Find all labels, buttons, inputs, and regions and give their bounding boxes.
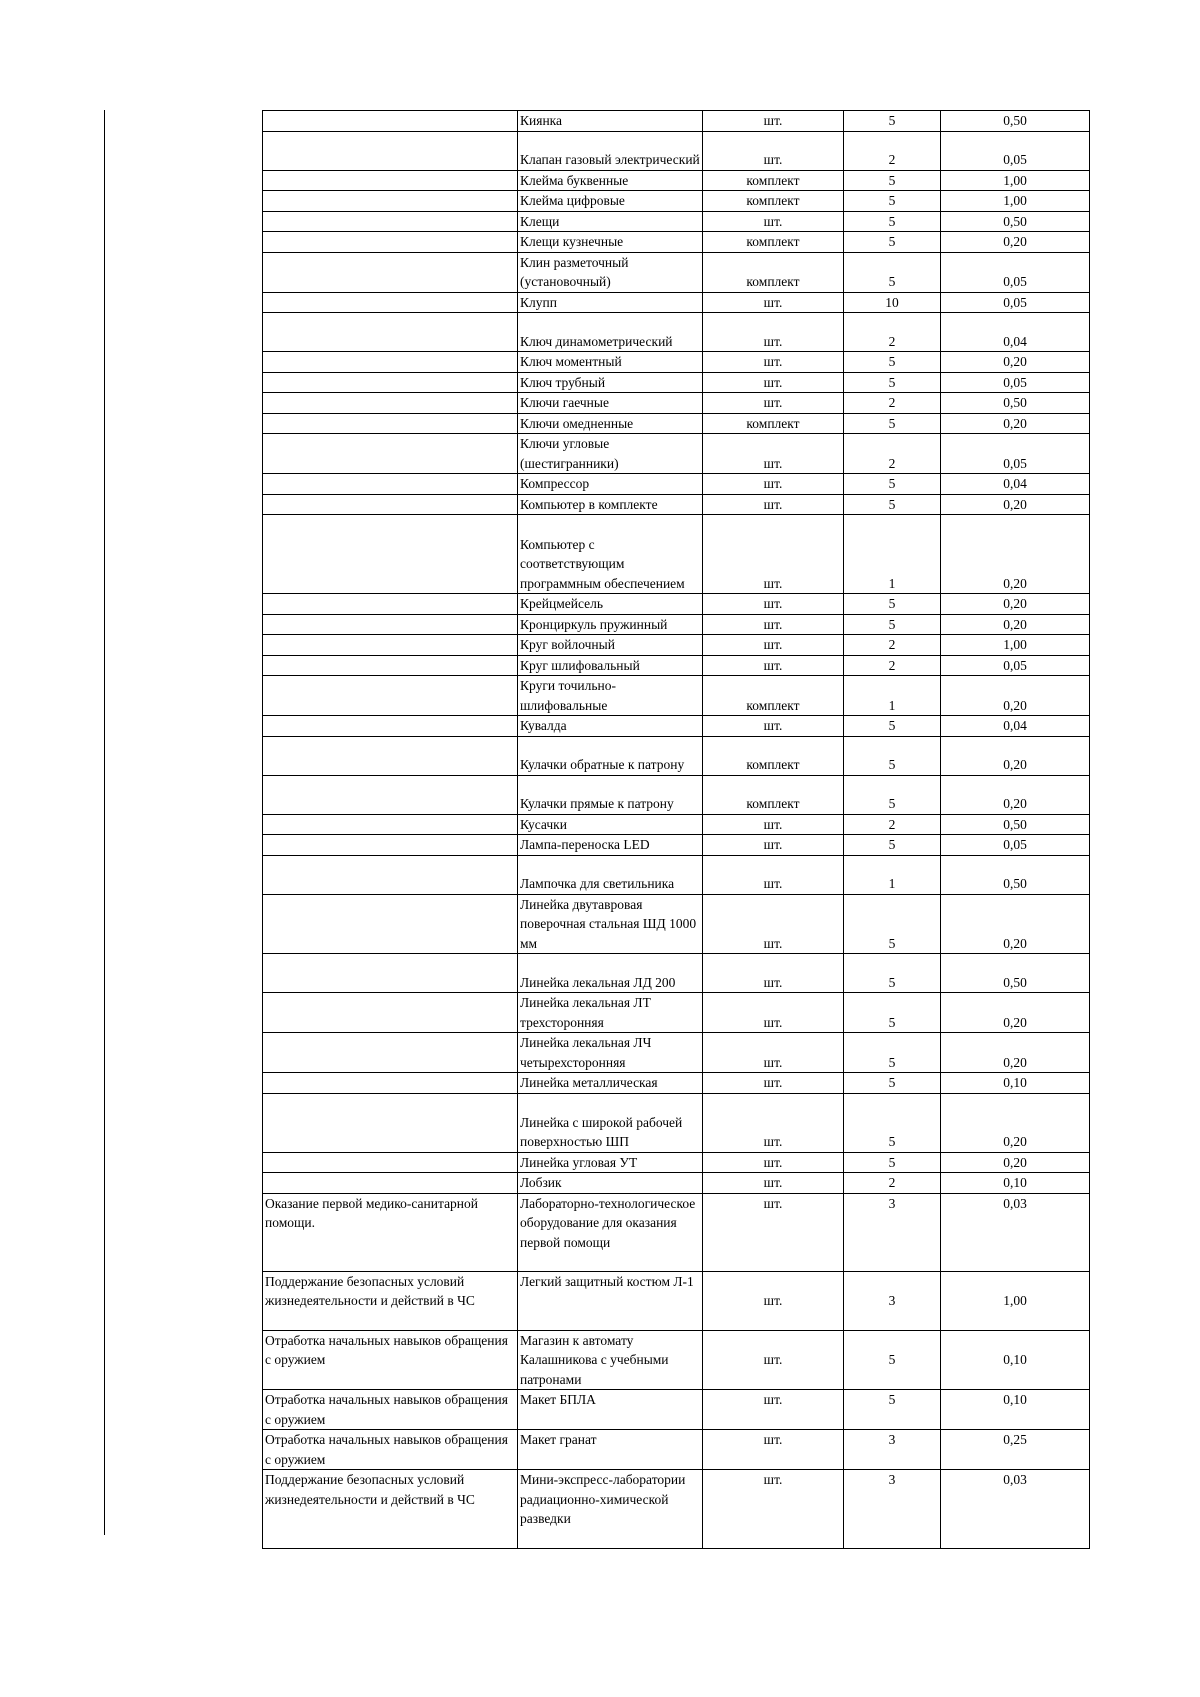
item-name-cell: Лабораторно-технологическое оборудование для оказания первой помощи bbox=[518, 1193, 703, 1271]
table-row bbox=[263, 1430, 1090, 1470]
item-name-cell: Линейка лекальная ЛТ трехсторонняя bbox=[518, 993, 703, 1033]
quantity-cell: 5 bbox=[844, 170, 941, 191]
table-row bbox=[263, 232, 1090, 253]
quantity-cell: 1 bbox=[844, 855, 941, 894]
quantity-cell: 5 bbox=[844, 372, 941, 393]
item-name-cell: Линейка металлическая bbox=[518, 1073, 703, 1094]
table-row bbox=[263, 855, 1090, 894]
activity-cell bbox=[263, 474, 518, 495]
activity-cell bbox=[263, 434, 518, 474]
activity-cell bbox=[263, 635, 518, 656]
coefficient-cell: 0,25 bbox=[941, 1430, 1090, 1470]
activity-cell bbox=[263, 313, 518, 352]
table-row bbox=[263, 434, 1090, 474]
activity-cell bbox=[263, 211, 518, 232]
quantity-cell: 3 bbox=[844, 1193, 941, 1271]
coefficient-cell: 0,20 bbox=[941, 614, 1090, 635]
activity-cell bbox=[263, 855, 518, 894]
unit-cell: шт. bbox=[703, 1430, 844, 1470]
coefficient-cell: 0,10 bbox=[941, 1073, 1090, 1094]
table-row bbox=[263, 1093, 1090, 1152]
quantity-cell: 5 bbox=[844, 252, 941, 292]
coefficient-cell: 0,20 bbox=[941, 232, 1090, 253]
quantity-cell: 2 bbox=[844, 393, 941, 414]
unit-cell: комплект bbox=[703, 676, 844, 716]
coefficient-cell: 0,20 bbox=[941, 594, 1090, 615]
quantity-cell: 2 bbox=[844, 655, 941, 676]
unit-cell: шт. bbox=[703, 372, 844, 393]
table-row bbox=[263, 1193, 1090, 1271]
item-name-cell: Клещи bbox=[518, 211, 703, 232]
unit-cell: комплект bbox=[703, 170, 844, 191]
unit-cell: шт. bbox=[703, 211, 844, 232]
equipment-table-body bbox=[263, 111, 1090, 1549]
activity-cell bbox=[263, 1173, 518, 1194]
table-row bbox=[263, 352, 1090, 373]
quantity-cell: 5 bbox=[844, 614, 941, 635]
activity-cell: Поддержание безопасных условий жизнедеятельности и действий в ЧС bbox=[263, 1271, 518, 1330]
coefficient-cell: 0,04 bbox=[941, 716, 1090, 737]
table-row bbox=[263, 393, 1090, 414]
item-name-cell: Линейка с широкой рабочей поверхностью ШП bbox=[518, 1093, 703, 1152]
unit-cell: шт. bbox=[703, 1033, 844, 1073]
activity-cell bbox=[263, 1093, 518, 1152]
quantity-cell: 2 bbox=[844, 1173, 941, 1194]
unit-cell: комплект bbox=[703, 775, 844, 814]
quantity-cell: 5 bbox=[844, 594, 941, 615]
item-name-cell: Клейма цифровые bbox=[518, 191, 703, 212]
table-row bbox=[263, 993, 1090, 1033]
quantity-cell: 2 bbox=[844, 814, 941, 835]
table-row bbox=[263, 1330, 1090, 1390]
unit-cell: комплект bbox=[703, 252, 844, 292]
coefficient-cell: 0,05 bbox=[941, 835, 1090, 856]
table-row bbox=[263, 494, 1090, 515]
quantity-cell: 5 bbox=[844, 1093, 941, 1152]
activity-cell bbox=[263, 894, 518, 954]
unit-cell: шт. bbox=[703, 474, 844, 495]
quantity-cell: 5 bbox=[844, 191, 941, 212]
quantity-cell: 1 bbox=[844, 515, 941, 594]
item-name-cell: Кусачки bbox=[518, 814, 703, 835]
activity-cell bbox=[263, 655, 518, 676]
quantity-cell: 5 bbox=[844, 494, 941, 515]
unit-cell: шт. bbox=[703, 1173, 844, 1194]
unit-cell: шт. bbox=[703, 594, 844, 615]
table-row bbox=[263, 313, 1090, 352]
equipment-table bbox=[262, 110, 1090, 1549]
table-row bbox=[263, 211, 1090, 232]
table-row bbox=[263, 292, 1090, 313]
item-name-cell: Крейцмейсель bbox=[518, 594, 703, 615]
item-name-cell: Магазин к автомату Калашникова с учебными патронами bbox=[518, 1330, 703, 1390]
item-name-cell: Клин разметочный (установочный) bbox=[518, 252, 703, 292]
item-name-cell: Ключ трубный bbox=[518, 372, 703, 393]
left-margin-line bbox=[104, 110, 105, 1535]
coefficient-cell: 0,05 bbox=[941, 131, 1090, 170]
quantity-cell: 1 bbox=[844, 676, 941, 716]
activity-cell bbox=[263, 372, 518, 393]
activity-cell bbox=[263, 676, 518, 716]
unit-cell: шт. bbox=[703, 894, 844, 954]
activity-cell: Отработка начальных навыков обращения с оружием bbox=[263, 1430, 518, 1470]
activity-cell bbox=[263, 232, 518, 253]
unit-cell: комплект bbox=[703, 191, 844, 212]
quantity-cell: 5 bbox=[844, 716, 941, 737]
coefficient-cell: 0,20 bbox=[941, 993, 1090, 1033]
activity-cell: Оказание первой медико-санитарной помощи. bbox=[263, 1193, 518, 1271]
item-name-cell: Кувалда bbox=[518, 716, 703, 737]
coefficient-cell: 0,05 bbox=[941, 292, 1090, 313]
activity-cell bbox=[263, 835, 518, 856]
item-name-cell: Круг войлочный bbox=[518, 635, 703, 656]
item-name-cell: Ключ моментный bbox=[518, 352, 703, 373]
unit-cell: шт. bbox=[703, 614, 844, 635]
activity-cell bbox=[263, 494, 518, 515]
activity-cell bbox=[263, 614, 518, 635]
item-name-cell: Компьютер в комплекте bbox=[518, 494, 703, 515]
activity-cell bbox=[263, 716, 518, 737]
item-name-cell: Мини-экспресс-лаборатории радиационно-химической разведки bbox=[518, 1470, 703, 1549]
unit-cell: шт. bbox=[703, 993, 844, 1033]
quantity-cell: 5 bbox=[844, 1152, 941, 1173]
table-row bbox=[263, 1390, 1090, 1430]
table-row bbox=[263, 1271, 1090, 1330]
coefficient-cell: 0,05 bbox=[941, 434, 1090, 474]
item-name-cell: Линейка угловая УТ bbox=[518, 1152, 703, 1173]
coefficient-cell: 0,10 bbox=[941, 1390, 1090, 1430]
coefficient-cell: 0,20 bbox=[941, 1033, 1090, 1073]
quantity-cell: 5 bbox=[844, 413, 941, 434]
unit-cell: комплект bbox=[703, 232, 844, 253]
unit-cell: шт. bbox=[703, 393, 844, 414]
item-name-cell: Клещи кузнечные bbox=[518, 232, 703, 253]
activity-cell: Поддержание безопасных условий жизнедеятельности и действий в ЧС bbox=[263, 1470, 518, 1549]
coefficient-cell: 0,05 bbox=[941, 252, 1090, 292]
quantity-cell: 5 bbox=[844, 1033, 941, 1073]
table-row bbox=[263, 1033, 1090, 1073]
table-row bbox=[263, 1073, 1090, 1094]
item-name-cell: Макет БПЛА bbox=[518, 1390, 703, 1430]
item-name-cell: Линейка лекальная ЛЧ четырехсторонняя bbox=[518, 1033, 703, 1073]
coefficient-cell: 1,00 bbox=[941, 1271, 1090, 1330]
activity-cell bbox=[263, 111, 518, 132]
table-row bbox=[263, 835, 1090, 856]
activity-cell bbox=[263, 131, 518, 170]
activity-cell bbox=[263, 515, 518, 594]
coefficient-cell: 0,20 bbox=[941, 1152, 1090, 1173]
quantity-cell: 5 bbox=[844, 736, 941, 775]
table-row bbox=[263, 1152, 1090, 1173]
unit-cell: комплект bbox=[703, 413, 844, 434]
coefficient-cell: 0,50 bbox=[941, 954, 1090, 993]
coefficient-cell: 0,20 bbox=[941, 352, 1090, 373]
table-row bbox=[263, 170, 1090, 191]
coefficient-cell: 0,50 bbox=[941, 211, 1090, 232]
item-name-cell: Круги точильно-шлифовальные bbox=[518, 676, 703, 716]
quantity-cell: 3 bbox=[844, 1271, 941, 1330]
coefficient-cell: 0,05 bbox=[941, 372, 1090, 393]
item-name-cell: Круг шлифовальный bbox=[518, 655, 703, 676]
item-name-cell: Киянка bbox=[518, 111, 703, 132]
item-name-cell: Линейка лекальная ЛД 200 bbox=[518, 954, 703, 993]
unit-cell: шт. bbox=[703, 1271, 844, 1330]
quantity-cell: 5 bbox=[844, 352, 941, 373]
coefficient-cell: 0,20 bbox=[941, 413, 1090, 434]
table-row bbox=[263, 775, 1090, 814]
table-row bbox=[263, 372, 1090, 393]
coefficient-cell: 0,20 bbox=[941, 494, 1090, 515]
table-row bbox=[263, 635, 1090, 656]
table-row bbox=[263, 594, 1090, 615]
unit-cell: шт. bbox=[703, 1470, 844, 1549]
item-name-cell: Компьютер с соответствующим программным обеспечением bbox=[518, 515, 703, 594]
table-row bbox=[263, 655, 1090, 676]
table-row bbox=[263, 474, 1090, 495]
activity-cell bbox=[263, 170, 518, 191]
coefficient-cell: 0,50 bbox=[941, 814, 1090, 835]
item-name-cell: Клейма буквенные bbox=[518, 170, 703, 191]
quantity-cell: 3 bbox=[844, 1430, 941, 1470]
activity-cell bbox=[263, 736, 518, 775]
quantity-cell: 5 bbox=[844, 211, 941, 232]
quantity-cell: 5 bbox=[844, 474, 941, 495]
unit-cell: комплект bbox=[703, 736, 844, 775]
unit-cell: шт. bbox=[703, 814, 844, 835]
activity-cell bbox=[263, 1073, 518, 1094]
coefficient-cell: 1,00 bbox=[941, 191, 1090, 212]
coefficient-cell: 0,50 bbox=[941, 393, 1090, 414]
item-name-cell: Ключи гаечные bbox=[518, 393, 703, 414]
unit-cell: шт. bbox=[703, 1390, 844, 1430]
unit-cell: шт. bbox=[703, 1093, 844, 1152]
activity-cell bbox=[263, 993, 518, 1033]
quantity-cell: 5 bbox=[844, 894, 941, 954]
coefficient-cell: 0,10 bbox=[941, 1173, 1090, 1194]
unit-cell: шт. bbox=[703, 1073, 844, 1094]
coefficient-cell: 0,50 bbox=[941, 855, 1090, 894]
table-row bbox=[263, 515, 1090, 594]
table-row bbox=[263, 1470, 1090, 1549]
table-row bbox=[263, 894, 1090, 954]
table-row bbox=[263, 1173, 1090, 1194]
item-name-cell: Легкий защитный костюм Л-1 bbox=[518, 1271, 703, 1330]
item-name-cell: Линейка двутавровая поверочная стальная ШД 1000 мм bbox=[518, 894, 703, 954]
table-row bbox=[263, 736, 1090, 775]
activity-cell bbox=[263, 1033, 518, 1073]
quantity-cell: 2 bbox=[844, 434, 941, 474]
item-name-cell: Макет гранат bbox=[518, 1430, 703, 1470]
item-name-cell: Лампа-переноска LED bbox=[518, 835, 703, 856]
unit-cell: шт. bbox=[703, 1330, 844, 1390]
unit-cell: шт. bbox=[703, 1152, 844, 1173]
activity-cell bbox=[263, 413, 518, 434]
coefficient-cell: 1,00 bbox=[941, 170, 1090, 191]
unit-cell: шт. bbox=[703, 855, 844, 894]
item-name-cell: Лобзик bbox=[518, 1173, 703, 1194]
table-row bbox=[263, 131, 1090, 170]
activity-cell: Отработка начальных навыков обращения с оружием bbox=[263, 1390, 518, 1430]
quantity-cell: 2 bbox=[844, 313, 941, 352]
activity-cell bbox=[263, 252, 518, 292]
unit-cell: шт. bbox=[703, 655, 844, 676]
coefficient-cell: 0,20 bbox=[941, 515, 1090, 594]
quantity-cell: 5 bbox=[844, 775, 941, 814]
activity-cell bbox=[263, 594, 518, 615]
item-name-cell: Ключи омедненные bbox=[518, 413, 703, 434]
activity-cell bbox=[263, 393, 518, 414]
table-row bbox=[263, 614, 1090, 635]
table-row bbox=[263, 716, 1090, 737]
table-row bbox=[263, 676, 1090, 716]
quantity-cell: 5 bbox=[844, 232, 941, 253]
quantity-cell: 5 bbox=[844, 835, 941, 856]
unit-cell: шт. bbox=[703, 292, 844, 313]
table-row bbox=[263, 111, 1090, 132]
unit-cell: шт. bbox=[703, 635, 844, 656]
unit-cell: шт. bbox=[703, 352, 844, 373]
table-row bbox=[263, 252, 1090, 292]
unit-cell: шт. bbox=[703, 1193, 844, 1271]
item-name-cell: Кронциркуль пружинный bbox=[518, 614, 703, 635]
activity-cell: Отработка начальных навыков обращения с оружием bbox=[263, 1330, 518, 1390]
item-name-cell: Кулачки обратные к патрону bbox=[518, 736, 703, 775]
quantity-cell: 5 bbox=[844, 1330, 941, 1390]
coefficient-cell: 1,00 bbox=[941, 635, 1090, 656]
table-row bbox=[263, 413, 1090, 434]
table-row bbox=[263, 191, 1090, 212]
unit-cell: шт. bbox=[703, 716, 844, 737]
item-name-cell: Компрессор bbox=[518, 474, 703, 495]
coefficient-cell: 0,03 bbox=[941, 1470, 1090, 1549]
coefficient-cell: 0,20 bbox=[941, 1093, 1090, 1152]
unit-cell: шт. bbox=[703, 835, 844, 856]
coefficient-cell: 0,04 bbox=[941, 313, 1090, 352]
item-name-cell: Кулачки прямые к патрону bbox=[518, 775, 703, 814]
coefficient-cell: 0,03 bbox=[941, 1193, 1090, 1271]
quantity-cell: 2 bbox=[844, 635, 941, 656]
unit-cell: шт. bbox=[703, 131, 844, 170]
activity-cell bbox=[263, 814, 518, 835]
unit-cell: шт. bbox=[703, 313, 844, 352]
unit-cell: шт. bbox=[703, 494, 844, 515]
activity-cell bbox=[263, 292, 518, 313]
quantity-cell: 5 bbox=[844, 111, 941, 132]
item-name-cell: Ключи угловые (шестигранники) bbox=[518, 434, 703, 474]
coefficient-cell: 0,20 bbox=[941, 775, 1090, 814]
coefficient-cell: 0,20 bbox=[941, 894, 1090, 954]
activity-cell bbox=[263, 352, 518, 373]
coefficient-cell: 0,05 bbox=[941, 655, 1090, 676]
coefficient-cell: 0,04 bbox=[941, 474, 1090, 495]
table-row bbox=[263, 954, 1090, 993]
quantity-cell: 10 bbox=[844, 292, 941, 313]
quantity-cell: 5 bbox=[844, 1073, 941, 1094]
activity-cell bbox=[263, 1152, 518, 1173]
coefficient-cell: 0,10 bbox=[941, 1330, 1090, 1390]
coefficient-cell: 0,50 bbox=[941, 111, 1090, 132]
unit-cell: шт. bbox=[703, 434, 844, 474]
activity-cell bbox=[263, 775, 518, 814]
coefficient-cell: 0,20 bbox=[941, 736, 1090, 775]
item-name-cell: Лампочка для светильника bbox=[518, 855, 703, 894]
unit-cell: шт. bbox=[703, 515, 844, 594]
unit-cell: шт. bbox=[703, 954, 844, 993]
quantity-cell: 5 bbox=[844, 954, 941, 993]
quantity-cell: 3 bbox=[844, 1470, 941, 1549]
table-row bbox=[263, 814, 1090, 835]
coefficient-cell: 0,20 bbox=[941, 676, 1090, 716]
quantity-cell: 2 bbox=[844, 131, 941, 170]
item-name-cell: Ключ динамометрический bbox=[518, 313, 703, 352]
item-name-cell: Клупп bbox=[518, 292, 703, 313]
item-name-cell: Клапан газовый электрический bbox=[518, 131, 703, 170]
activity-cell bbox=[263, 191, 518, 212]
activity-cell bbox=[263, 954, 518, 993]
unit-cell: шт. bbox=[703, 111, 844, 132]
quantity-cell: 5 bbox=[844, 1390, 941, 1430]
quantity-cell: 5 bbox=[844, 993, 941, 1033]
